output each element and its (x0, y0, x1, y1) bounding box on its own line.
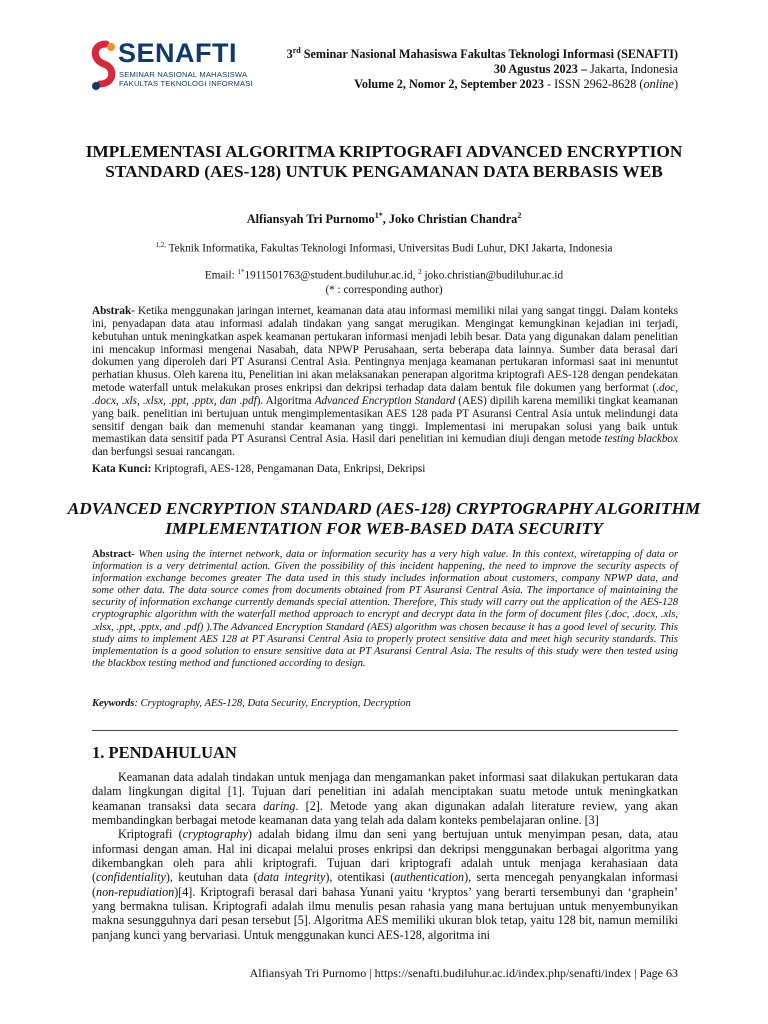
corresponding-note: (* : corresponding author) (325, 283, 443, 296)
header-line-3: Volume 2, Nomor 2, September 2023 - ISSN 2962-8628 (online) (354, 77, 678, 92)
affiliation: $^{1,2,}$ Teknik Informatika, Fakultas Teknologi Informasi, Universitas Budi Luhur, DKI Jakarta, Indonesia (155, 241, 613, 255)
paragraph-2: Kriptografi (cryptography) adalah bidang ilmu dan seni yang bertujuan untuk menyimpan pesan, data, atau informasi dengan aman. Hal ini dicapai melalui proses enkripsi dan dekripsi menggunakan berbagai algoritma yang dikembangkan oleh para ahli kriptografi. Tujuan dari kriptografi adalah untuk menjaga kerahasiaan data (confidentiality), keutuhan data (data integrity), otentikasi (authentication), serta mencegah penyangkalan informasi (non-repudiation)[4]. Kriptografi berasal dari bahasa Yunani yaitu ‘kryptos’ yang berarti tersembunyi dan ‘graphein’ yang bermakna tulisan. Kriptografi adalah ilmu menulis pesan rahasia yang mana bertujuan untuk menyembunyikan makna sesungguhnya dari pesan tersebut [5]. Algoritma AES memiliki ukuran blok tetap, yaitu 128 bit, namun memiliki panjang kunci yang bervariasi. Untuk menggunakan kunci AES-128, algoritma ini (92, 827, 678, 942)
email-block: Email: $^{1*}$1911501763@student.budiluhur.ac.id, $^2$ joko.christian@budiluhur.ac.id (* : corresponding author) (0, 265, 768, 297)
divider (92, 730, 678, 731)
section-body (92, 770, 678, 942)
logo-name: SENAFTI (118, 38, 238, 68)
header-line-1: 3rd Seminar Nasional Mahasiswa Fakultas Teknologi Informasi (SENAFTI) (286, 46, 678, 62)
logo-subtitle-1: SEMINAR NASIONAL MAHASISWA (119, 70, 248, 79)
page-footer: Alfiansyah Tri Purnomo | https://senafti.budiluhur.ac.id/index.php/senafti/index | Page 63 (249, 966, 678, 980)
logo-subtitle-2: FAKULTAS TEKNOLOGI INFORMASI (119, 79, 253, 88)
journal-header (287, 43, 678, 92)
header-line-2: 30 Agustus 2023 – Jakarta, Indonesia (493, 62, 678, 77)
author-list: Alfiansyah Tri Purnomo$^{1*}$, Joko Christian Chandra$^2$ (246, 211, 522, 227)
section-heading: 1. PENDAHULUAN (92, 743, 237, 762)
paragraph-1: Keamanan data adalah tindakan untuk menjaga dan mengamankan paket informasi saat dilakukan pertukaran data dalam lingkungan digital [1]. Tujuan dari penelitian ini adalah menciptakan suatu metode untuk meningkatkan keamanan transaksi data secara daring. [2]. Metode yang akan digunakan adalah literature review, yang akan membandingkan berbagai metode keamanan data yang telah ada dalam konteks pembelajaran online. [3] (92, 770, 678, 828)
paper-title-english: ADVANCED ENCRYPTION STANDARD (AES-128) CRYPTOGRAPHY ALGORITHM IMPLEMENTATION FOR WEB-BASED DATA SECURITY (67, 499, 701, 538)
kata-kunci: Kata Kunci: Kriptografi, AES-128, Pengamanan Data, Enkripsi, Dekripsi (92, 463, 426, 475)
paper-title: IMPLEMENTASI ALGORITMA KRIPTOGRAFI ADVANCED ENCRYPTION STANDARD (AES-128) UNTUK PENGAMANAN DATA BERBASIS WEB (85, 142, 683, 181)
abstract-english: Abstract- When using the internet network, data or information security has a very high value. In this context, wiretapping of data or information is a very detrimental action. Given the possibility of this incident happening, the need to improve the security aspects of information exchange becomes greater The data used in this study includes information about customers, company NPWP data, and some other data. The data source comes from documents obtained from PT Asuransi Central Asia. The importance of maintaining the security of information exchange currently demands special attention. Therefore, This study will carry out the application of the AES-128 cryptographic algorithm with the waterfall method approach to encrypt and decrypt data in the form of document files (.doc, .docx, .xls, .xlsx, .ppt, .pptx, and .pdf) ).The Advanced Encryption Standard (AES) algorithm was chosen because it has a good level of security. This study aims to implement AES 128 at PT Asuransi Central Asia to properly protect sensitive data and meet high security standards. This implementation is a good solution to ensure sensitive data at PT Asuransi Central Asia. The results of this study were then tested using the blackbox testing method and functioned according to design. (92, 549, 678, 669)
abstrak: Abstrak- Ketika menggunakan jaringan internet, keamanan data atau informasi memiliki nilai yang sangat tinggi. Dalam konteks ini, penyadapan data atau informasi adalah tindakan yang sangat merugikan. Mengingat kemungkinan kejadian ini terjadi, kebutuhan untuk meningkatkan aspek keamanan pertukaran informasi menjadi lebih besar. Data yang digunakan dalam penelitian ini mencakup informasi mengenai Nasabah, data NPWP Perusahaan, serta beberapa data lainnya. Sumber data berasal dari dokumen yang diperoleh dari PT Asuransi Central Asia. Pentingnya menjaga keamanan pertukaran informasi saat ini menuntut perhatian khusus. Oleh karena itu, Penelitian ini akan melaksanakan penerapan algoritma kriptografi AES-128 dengan pendekatan metode waterfall untuk melakukan proses enkripsi dan dekripsi terhadap data dalam bentuk file dokumen yang berformat (.doc, .docx, .xls, .xlsx, .ppt, .pptx, dan .pdf). Algoritma Advanced Encryption Standard (AES) dipilih karena memiliki tingkat keamanan yang baik. penelitian ini bertujuan untuk mengimplementasikan AES 128 pada PT Asuransi Central Asia untuk melindungi data sensitif dengan baik dan memenuhi standar keamanan yang tinggi. Implementasi ini merupakan solusi yang baik untuk memastikan data sensitif pada PT Asuransi Central Asia. Hasil dari penelitian ini kemudian diuji dengan metode testing blackbox dan berfungsi sesuai rancangan. (92, 305, 679, 459)
keywords-english: Keywords: Cryptography, AES-128, Data Security, Encryption, Decryption (92, 698, 411, 709)
